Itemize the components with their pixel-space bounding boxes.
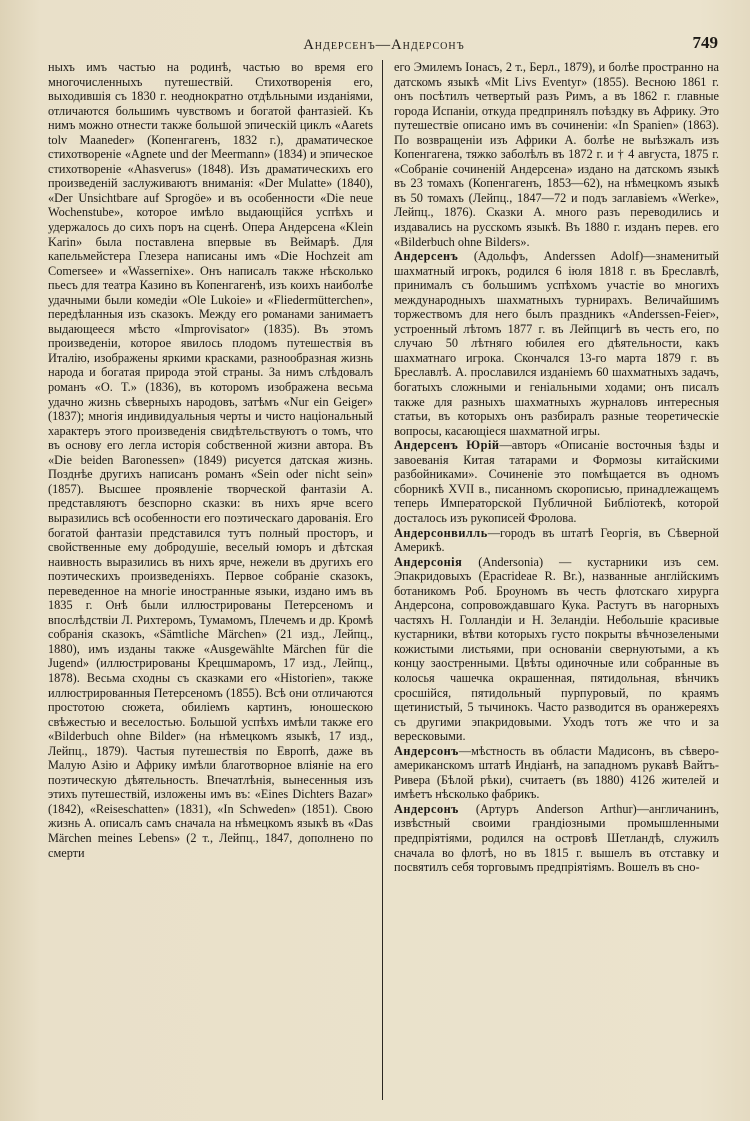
entry-andersonia <box>394 555 719 744</box>
entry-headword: Андерсонвилль <box>394 525 488 540</box>
left-column-text: ныхъ имъ частью на родинѣ, частью во время его многочисленныхъ путешествій. Стихотворенія его, выходившія съ 1830 г. неоднократно отдѣльными изданіями, отличаются большимъ чувствомъ и богатой фантазіей. Къ нимъ можно отнести также большой эпическій циклъ «Aarets tolv Maaneder» (Копенгагенъ, 1832 г.), драматическое стихотвореніе «Agnete und der Meermann» (1834) и эпическое стихотвореніе «Ahasverus» (1848). Изъ драматическихъ его произведеній заслуживаютъ вниманія: «Der Mulatte» (1840), «Der Unsichtbare auf Sprogöe» и въ особенности «Die neue Wochenstube», которое имѣло выдающійся успѣхъ и удержалось до сихъ поръ на сценѣ. Опера Андерсена «Klein Karin» была поставлена впервые въ Веймарѣ. Для капельмейстера Глезера написаны имъ «Die Hochzeit am Comersee» и «Wassernixe». Онъ написалъ также нѣсколько пьесъ для театра Казино въ Копенгагенѣ, изъ коихъ наиболѣе удачными были комедіи «Ole Lukoie» и «Fliedermütterchen», передѣланныя изъ сказокъ. Между его романами занимаетъ выдающееся мѣсто «Improvisator» (1835). Въ этомъ произведеніи, которое явилось плодомъ путешествія въ Италію, изображены яркими красками, разнообразная жизнь народа и богатая природа этой страны. За нимъ слѣдовалъ романъ «O. T.» (1836), въ которомъ изображена весьма удачно жизнь сѣверныхъ народовъ, затѣмъ «Nur ein Geiger» (1837); многія индивидуальныя черты и чисто національный характеръ этого произведенія свидѣтельствуютъ о томъ, что въ основу его легла исторія собственной жизни автора. Въ «Die beiden Baronessen» (1849) рисуется датская жизнь. Позднѣе другихъ написанъ романъ «Sein oder nicht sein» (1857). Высшее проявленіе творческой фантазіи А. представляютъ безспорно сказки: въ нихъ ярче всего выразились всѣ особенности его поэтическаго дарованія. Его богатой фантазіи представился тутъ полный просторъ, и свойственные ему добродушіе, веселый юморъ и дѣтская наивность выразились въ нихъ ярче, нежели въ другихъ его поэтическихъ произведеніяхъ. Первое собраніе сказокъ, переведенное на многіе иностранные языки, издано имъ въ 1835 г. Онѣ были иллюстрированы Петерсеномъ и впослѣдствіи Л. Рихтеромъ, Тумамомъ, Плечемъ и др. Кромѣ собранія сказокъ, «Sämtliche Märchen» (21 изд., Лейпц., 1880), имъ изданы также «Ausgewählte Märchen für die Jugend» (иллюстрированы Крецшмаромъ, 17 изд., Лейпц., 1878). Весьма сходны съ сказками его «Historien», также иллюстрированныя Петерсеномъ (1855). Всѣ они отличаются простотою сюжета, обиліемъ картинъ, юношескою свѣжестью и веселостью. Большой успѣхъ имѣли также его «Bilderbuch ohne Bilder» (на нѣмецкомъ языкѣ, 17 изд., Лейпц., 1879). Частыя путешествія по Европѣ, даже въ Малую Азію и Африку имѣли благотворное вліяніе на его поэтическую дѣятельность. Впечатлѣнія, вынесенныя изъ этихъ путешествій, изложены имъ въ: «Eines Dichters Bazar» (1842), «Reiseschatten» (1831), «In Schweden» (1851). Свою жизнь А. описалъ самъ сначала на нѣмецкомъ языкѣ въ «Das Märchen meines Lebens» (2 т., Лейпц., 1847, дополнено по смерти <box>48 60 373 860</box>
running-head: Андерсенъ—Андерсонъ <box>303 37 465 53</box>
entry-headword: Андерсенъ Юрій <box>394 438 500 453</box>
entry-anderson-arthur <box>394 802 719 875</box>
page-header <box>48 34 720 60</box>
text-columns <box>48 60 720 1100</box>
entry-text: —авторъ «Описаніе восточныя ѣзды и завоеванія Китая татарами и Формозы китайскими разбойниками». Сочиненіе это помѣщается въ одномъ сборникѣ XVII в., писанномъ скорописью, принадлежащемъ теперь Императорской Публичной Библіотекѣ, которой досталось изъ рукописей Фролова. <box>394 438 719 525</box>
right-column-continuation: его Эмилемъ Іонасъ, 2 т., Берл., 1879), и болѣе пространно на датскомъ языкѣ «Mit Livs Eventyr» (1855). Весною 1861 г. онъ посѣтилъ четвертый разъ Римъ, а въ 1862 г. главные города Испаніи, откуда предпринялъ поѣздку въ Африку. Это путешествіе описано имъ въ сочиненіи: «In Spanien» (1863). По возвращеніи изъ Африки А. болѣе не выѣзжалъ изъ Копенгагена, тяжко заболѣлъ въ 1872 г. и † 4 августа, 1875 г. «Собраніе сочиненій Андерсена» издано на датскомъ языкѣ въ 23 томахъ (Копенгагенъ, 1853—62), на нѣмецкомъ языкѣ въ 50 томахъ (Лейпц., 1847—72 и подъ заглавіемъ «Werke», Лейпц., 1876). Сказки А. много разъ переводились и издавались на русскомъ языкѣ. Въ 1880 г. изданъ перев. его «Bilderbuch ohne Bilders». <box>394 60 719 249</box>
entry-andersen-yuriy <box>394 438 719 525</box>
entry-andersonville <box>394 526 719 555</box>
entry-text: (Andersonia) — кустарники изъ сем. Эпакридовыхъ (Epacrideae R. Br.), названные англійскимъ ботаникомъ Роб. Броуномъ въ честь флотскаго хирурга Андерсона, сопровождавшаго Кука. Растутъ въ нагорныхъ частяхъ Н. Голландіи и Н. Зеландіи. Небольшіе красивые кустарники, вѣтви которыхъ густо покрыты вѣчнозелеными кожистыми листьями, при основаніи свернуютыми, а къ концу заостренными. Цвѣты одиночные или собранные въ колосья чашечка окрашенная, пятидольная, вѣнчикъ сросшійся, пятидольный пурпуровый, по краямъ щетинистый, 5 тычинокъ. Часто разводится въ оранжереяхъ съ другими эпакридовыми. Уходъ тотъ же что и за вересковыми. <box>394 554 719 744</box>
entry-anderson-place <box>394 744 719 802</box>
entry-text: —городъ въ штатѣ Георгія, въ Сѣверной Америкѣ. <box>394 525 719 555</box>
left-column <box>48 60 379 1100</box>
entry-headword: Андерсонъ <box>394 743 459 758</box>
entry-headword: Андерсонія <box>394 554 463 569</box>
entry-headword: Андерсонъ <box>394 801 459 816</box>
page-number: 749 <box>692 33 718 52</box>
entry-text: (Артуръ Anderson Arthur)—англичанинъ, извѣстный своими грандіозными промышленными предпріятіями, родился на островѣ Шетландѣ, служилъ сначала во флотѣ, но въ 1815 г. вышелъ въ отставку и посвятилъ себя торговымъ предпріятіямъ. Вошелъ въ сно- <box>394 801 719 875</box>
column-rule <box>382 60 383 1100</box>
entry-anderssen-adolf <box>394 249 719 438</box>
entry-text: —мѣстность въ области Мадисонъ, въ сѣверо-американскомъ штатѣ Индіанѣ, на западномъ рукавѣ Вайтъ-Ривера (Бѣлой рѣки), считаетъ (въ 1880) 4126 жителей и имѣетъ нѣсколько фабрикъ. <box>394 743 719 802</box>
right-column <box>386 60 719 1100</box>
entry-text: (Адольфъ, Anderssen Adolf)—знаменитый шахматный игрокъ, родился 6 іюля 1818 г. въ Бреславлѣ, принималъ съ большимъ успѣхомъ участіе во многихъ международныхъ шахматныхъ турнирахъ. Величайшимъ торжествомъ для него былъ праздникъ «Anderssen-Feier», устроенный лѣтомъ 1877 г. въ Лейпцигѣ въ честь его, по случаю 50 лѣтняго юбилея его дѣятельности, какъ шахматнаго игрока. Скончался 13-го марта 1879 г. въ Бреславлѣ. А. прославился изданіемъ 60 шахматныхъ задачъ, богатыхъ сложными и геніальными ходами; онъ писалъ также для разныхъ шахматныхъ журналовъ интересныя статьи, въ которыхъ онъ разбиралъ разные теоретическіе вопросы, касающіеся шахматной игры. <box>394 249 719 438</box>
entry-headword: Андерсенъ <box>394 249 459 264</box>
